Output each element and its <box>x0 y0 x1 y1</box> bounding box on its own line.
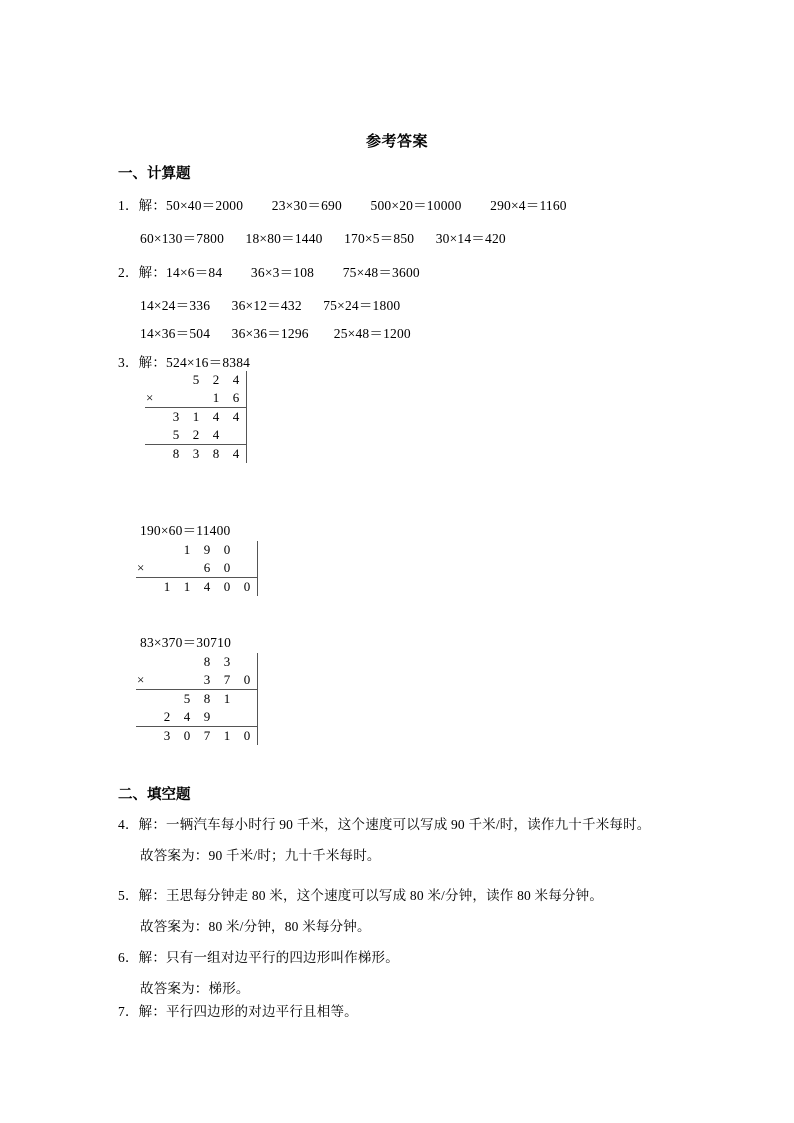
vertical-multiplication-row <box>136 690 257 709</box>
vertical-multiplication-grid <box>136 653 257 745</box>
answer-line: 5．解：王思每分钟走 80 米，这个速度可以写成 80 米/分钟，读作 80 米每分钟。 <box>118 888 604 903</box>
grid-cell-digit: 5 <box>166 426 186 445</box>
grid-cell-empty <box>177 653 197 671</box>
grid-cell-empty <box>166 371 186 389</box>
grid-cell-digit: 1 <box>163 579 171 594</box>
grid-cell-empty <box>145 426 166 445</box>
grid-cell-digit: 0 <box>223 579 231 594</box>
grid-cell-empty <box>136 653 157 671</box>
vertical-multiplication-row <box>136 671 257 690</box>
grid-cell-empty <box>136 708 157 727</box>
section-heading-calculation: 一、计算题 <box>118 166 191 182</box>
answer-line: 7．解：平行四边形的对边平行且相等。 <box>118 1004 358 1019</box>
answer-line: 14×24＝336 36×12＝432 75×24＝1800 <box>140 298 401 313</box>
grid-cell-empty <box>177 559 197 578</box>
grid-cell-digit: 3 <box>197 671 217 690</box>
grid-cell-empty <box>237 653 257 671</box>
grid-cell-empty <box>186 389 206 408</box>
grid-cell-empty <box>217 708 237 727</box>
page-title: 参考答案 <box>365 132 428 150</box>
vertical-multiplication-row <box>145 426 246 445</box>
vertical-multiplication-row <box>136 653 257 671</box>
grid-cell-digit: 0 <box>243 728 251 743</box>
answer-line: 故答案为：梯形。 <box>140 981 250 996</box>
grid-cell-digit: 1 <box>192 409 200 424</box>
grid-cell-digit: 4 <box>203 579 211 594</box>
answer-line: 3．解：524×16＝8384 <box>118 355 251 370</box>
grid-cell-empty <box>136 690 157 709</box>
grid-cell-digit: 5 <box>192 372 200 387</box>
answer-line: 1．解：50×40＝2000 23×30＝690 500×20＝10000 290×4＝1160 <box>118 198 567 213</box>
grid-cell-empty <box>136 541 157 559</box>
grid-cell-digit: 4 <box>212 409 220 424</box>
vertical-multiplication-row <box>145 389 246 408</box>
grid-cell-digit: 1 <box>223 728 231 743</box>
answer-line: 故答案为：80 米/分钟，80 米每分钟。 <box>140 919 371 934</box>
grid-cell-digit: 6 <box>197 559 217 578</box>
grid-cell-digit: 0 <box>217 559 237 578</box>
vertical-multiplication-grid <box>136 541 257 596</box>
grid-cell-digit: 7 <box>203 728 211 743</box>
answer-line: 83×370＝30710 <box>140 635 232 650</box>
grid-cell-digit: 6 <box>226 389 246 408</box>
grid-cell-empty <box>237 559 257 578</box>
grid-cell-digit: 8 <box>172 446 180 461</box>
grid-cell-digit: 0 <box>223 542 231 557</box>
grid-cell-empty <box>237 541 257 559</box>
vertical-multiplication-row <box>145 445 246 464</box>
grid-cell-digit: 9 <box>203 542 211 557</box>
grid-cell-digit: 4 <box>177 708 197 727</box>
grid-cell-digit: 8 <box>212 446 220 461</box>
grid-cell-digit: 1 <box>183 542 191 557</box>
grid-cell-empty <box>157 541 177 559</box>
grid-cell-digit: 3 <box>223 654 231 669</box>
answer-line: 6．解：只有一组对边平行的四边形叫作梯形。 <box>118 950 399 965</box>
section-heading-fill-in-blank: 二、填空题 <box>118 787 191 803</box>
multiplication-sign-icon: × <box>136 671 157 690</box>
grid-cell-digit: 2 <box>212 372 220 387</box>
grid-cell-digit: 5 <box>183 691 191 706</box>
vertical-multiplication-grid <box>145 371 246 463</box>
grid-cell-digit: 1 <box>183 579 191 594</box>
grid-cell-digit: 2 <box>186 426 206 445</box>
grid-cell-digit: 4 <box>232 409 240 424</box>
grid-cell-digit: 3 <box>192 446 200 461</box>
grid-cell-empty <box>157 559 177 578</box>
answer-line: 14×36＝504 36×36＝1296 25×48＝1200 <box>140 326 411 341</box>
grid-cell-empty <box>145 408 166 427</box>
vertical-multiplication-190x60 <box>136 541 258 596</box>
grid-cell-empty <box>226 426 246 445</box>
vertical-multiplication-524x16 <box>145 371 247 463</box>
vertical-multiplication-row <box>145 371 246 389</box>
answer-line: 190×60＝11400 <box>140 523 231 538</box>
grid-cell-empty <box>145 371 166 389</box>
multiplication-sign-icon: × <box>136 559 157 578</box>
vertical-multiplication-83x370 <box>136 653 258 745</box>
grid-cell-empty <box>157 690 177 709</box>
vertical-multiplication-row <box>136 727 257 746</box>
grid-cell-digit: 0 <box>237 671 257 690</box>
answer-line: 4．解：一辆汽车每小时行 90 千米，这个速度可以写成 90 千米/时，读作九十千米每时。 <box>118 817 651 832</box>
answer-line: 60×130＝7800 18×80＝1440 170×5＝850 30×14＝420 <box>140 231 506 246</box>
vertical-multiplication-row <box>136 559 257 578</box>
grid-cell-digit: 9 <box>197 708 217 727</box>
vertical-multiplication-row <box>136 708 257 727</box>
grid-cell-empty <box>157 653 177 671</box>
grid-cell-digit: 2 <box>157 708 177 727</box>
answer-line: 2．解：14×6＝84 36×3＝108 75×48＝3600 <box>118 265 420 280</box>
answer-line: 故答案为：90 千米/时；九十千米每时。 <box>140 848 381 863</box>
grid-cell-digit: 1 <box>223 691 231 706</box>
grid-cell-digit: 7 <box>217 671 237 690</box>
grid-cell-digit: 3 <box>172 409 180 424</box>
grid-cell-empty <box>136 578 157 597</box>
grid-cell-empty <box>177 671 197 690</box>
grid-cell-empty <box>145 445 166 464</box>
grid-cell-empty <box>157 671 177 690</box>
grid-cell-digit: 1 <box>206 389 226 408</box>
grid-cell-digit: 0 <box>243 579 251 594</box>
grid-cell-digit: 4 <box>232 446 240 461</box>
vertical-multiplication-row <box>136 541 257 559</box>
grid-cell-empty <box>136 727 157 746</box>
grid-cell-digit: 8 <box>203 691 211 706</box>
grid-cell-empty <box>166 389 186 408</box>
grid-cell-digit: 4 <box>206 426 226 445</box>
grid-cell-digit: 3 <box>163 728 171 743</box>
grid-cell-empty <box>237 708 257 727</box>
grid-cell-digit: 0 <box>183 728 191 743</box>
grid-cell-digit: 4 <box>232 372 240 387</box>
vertical-multiplication-row <box>145 408 246 427</box>
grid-cell-digit: 8 <box>203 654 211 669</box>
vertical-multiplication-row <box>136 578 257 597</box>
multiplication-sign-icon: × <box>145 389 166 408</box>
grid-cell-empty <box>237 690 257 709</box>
